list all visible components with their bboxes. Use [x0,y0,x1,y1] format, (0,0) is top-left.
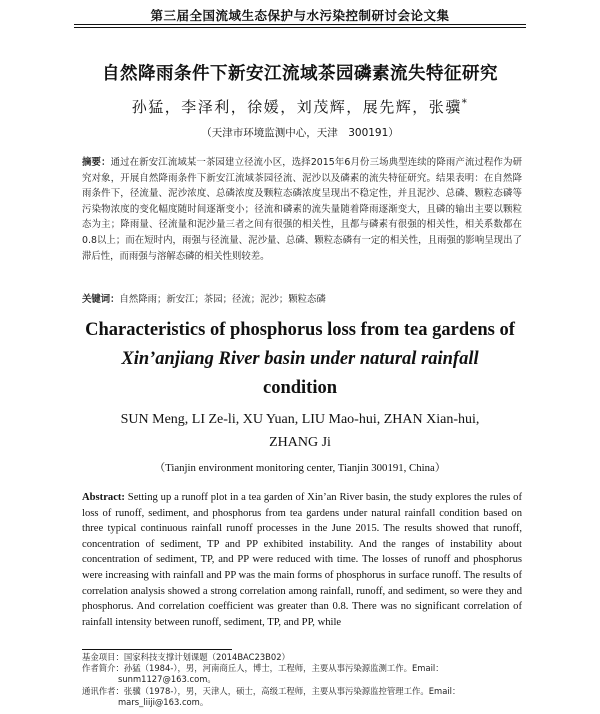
footnote-author-info: 作者简介：孙猛（1984-），男，河南商丘人，博士，工程师，主要从事污染源监测工作。Email： [82,663,444,674]
chinese-keywords [82,291,522,305]
english-authors [0,408,600,454]
chinese-abstract-label: 摘要： [82,157,111,168]
english-title-line-3: condition [262,378,338,398]
chinese-title: 自然降雨条件下新安江流域茶园磷素流失特征研究 [102,64,498,84]
chinese-abstract [82,155,522,264]
footnote-corresponding-email: mars_liiji@163.com。 [118,696,209,707]
chinese-keywords-text: 自然降雨；新安江；茶园；径流；泥沙；颗粒态磷 [119,294,326,305]
chinese-affiliation: （天津市环境监测中心，天津 300191） [201,127,399,139]
chinese-author-list: 孙猛，李泽利，徐媛，刘茂辉，展先辉，张骥 [131,98,462,116]
running-header: 第三届全国流域生态保护与水污染控制研讨会论文集 [150,8,450,23]
header-rule-bottom [74,27,526,28]
header-rule-top [74,24,526,25]
footnote-author-email: sunm1127@163.com。 [118,674,216,685]
english-authors-line-2: ZHANG Ji [269,435,331,450]
corresponding-author-mark: * [461,98,469,109]
chinese-abstract-text: 通过在新安江流域某一茶园建立径流小区，选择2015年6月份三场典型连续的降雨产流过程作为研究对象，开展自然降雨条件下新安江流域茶园径流、泥沙以及磷素的流失特征研究。结果表明：在自然降雨条件下，径流量、泥沙浓度、总磷浓度及颗粒态磷浓度呈现出不稳定性，并且泥沙、总磷、颗粒态磷等污染物浓度的变化幅度随时间逐渐变小；径流和磷素的流失量随着降雨逐渐变大，且磷的输出主要以颗粒态为主；降雨量、径流量和泥沙量三者之间有很强的相关性，且都与磷素有很强的相关性，相关系数都在0.8以上；而在短时内，雨强与径流量、泥沙量、总磷、颗粒态磷有一定的相关性，且雨强的影响呈现出了滞后性，而雨强与溶解态磷的相关性则较差。 [82,157,522,262]
english-title [0,316,600,403]
english-abstract-text: Setting up a runoff plot in a tea garden of Xin’an River basin, the study explores the rules of loss of runoff, sediment, and phosphorus from tea gardens under natural rainfall condition based on three typical continuous rainfall runoff processes in the June 2015. The results showed that runoff, concentration of sediment, TP and PP exhibited instability. And the ranges of instability about concentration of sediment, TP, and PP were reduced with time. The losses of runoff and phosphorus were increasing with rainfall and PP was the main forms of phosphorus in surface runoff. The results of correlation analysis showed a strong correlation among rainfall, runoff, and sediment, so were they and phosphorus. And correlation coefficient was greater than 0.8. There was no significant correlation of rainfall intensity between runoff, sediment, TP, and PP, while [82,492,522,628]
english-title-line-1: Characteristics of phosphorus loss from tea gardens of [85,320,515,340]
chinese-keywords-label: 关键词： [82,294,120,305]
english-affiliation: （Tianjin environment monitoring center, Tianjin 300191, China） [154,462,446,474]
chinese-authors [0,96,600,117]
footnote-corresponding: 通讯作者：张骥（1978-），男，天津人，硕士，高级工程师，主要从事污染源监控管理工作。Email： [82,685,461,696]
footnote-fund: 基金项目：国家科技支撑计划课题（2014BAC23B02） [82,652,290,662]
footnotes [82,652,522,708]
footnote-rule [82,649,232,650]
english-abstract-label: Abstract: [82,492,125,503]
english-authors-line-1: SUN Meng, LI Ze-li, XU Yuan, LIU Mao-hui, ZHAN Xian-hui, [120,412,480,427]
english-abstract [82,490,522,630]
english-title-line-2: Xin’anjiang River basin under natural rainfall [121,349,479,369]
